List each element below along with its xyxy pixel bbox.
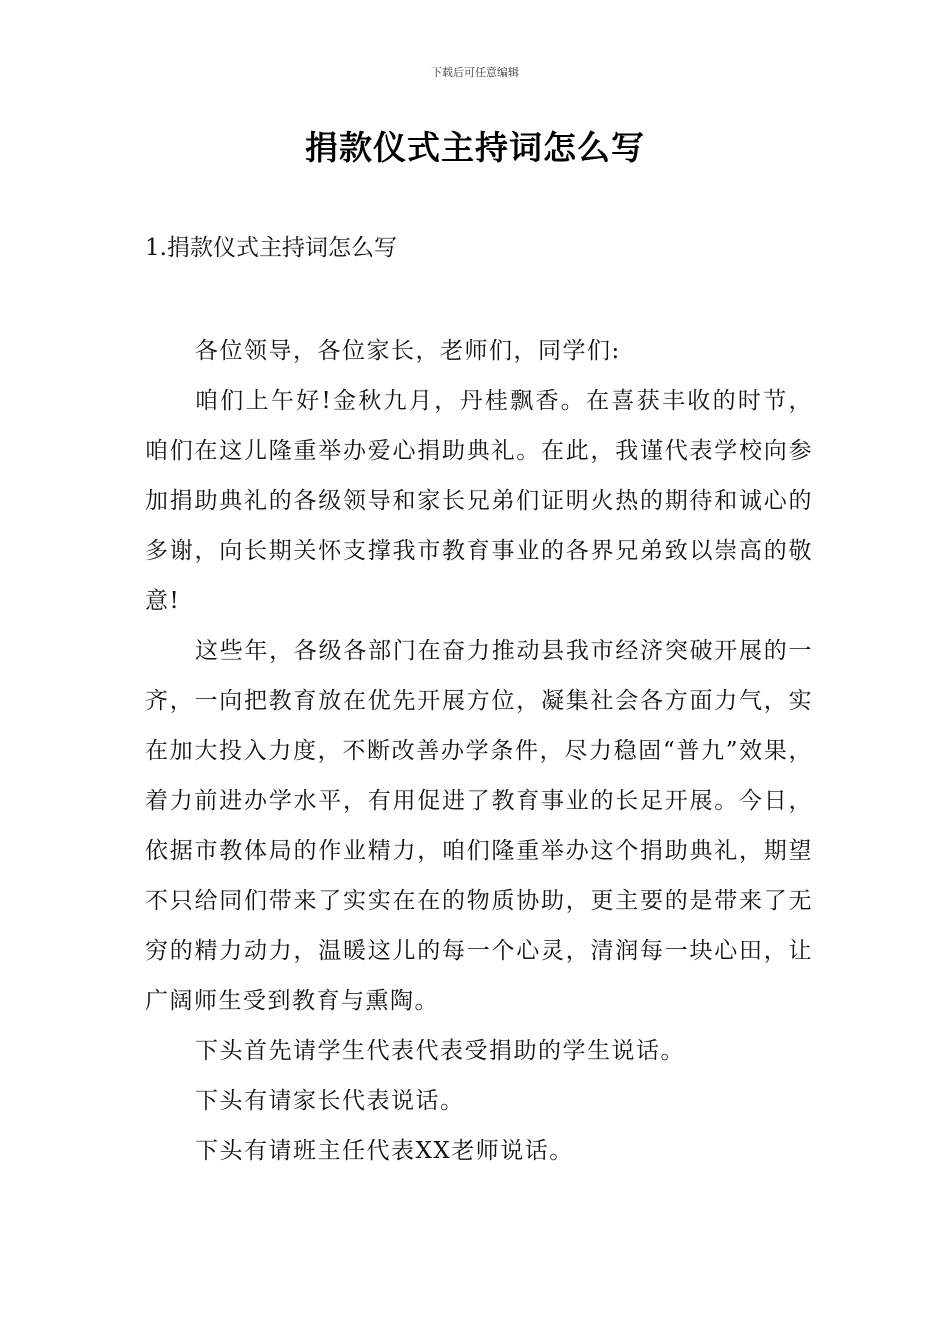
document-body — [145, 326, 813, 1176]
paragraph-greeting: 各位领导，各位家长，老师们，同学们: — [195, 338, 621, 364]
paragraph-student-speech: 下头首先请学生代表代表受捐助的学生说话。 — [195, 1038, 685, 1064]
paragraph-background: 这些年，各级各部门在奋力推动县我市经济突破开展的一齐，一向把教育放在优先开展方位，凝集社会各方面力气，实在加大投入力度，不断改善办学条件，尽力稳固“普九”效果，着力前进办学水平，有用促进了教育事业的长足开展。今日，依据市教体局的作业精力，咱们隆重举办这个捐助典礼，期望不只给同们带来了实实在在的物质协助，更主要的是带来了无穷的精力动力，温暖这儿的每一个心灵，清润每一块心田，让广阔师生受到教育与熏陶。 — [145, 638, 813, 1014]
paragraph-welcome: 咱们上午好!金秋九月，丹桂飘香。在喜获丰收的时节，咱们在这儿隆重举办爱心捐助典礼。在此，我谨代表学校向参加捐助典礼的各级领导和家长兄弟们证明火热的期待和诚心的多谢，向长期关怀支撑我市教育事业的各界兄弟致以崇高的敬意! — [145, 388, 813, 614]
page-header-note: 下载后可任意编辑 — [431, 66, 519, 79]
section-heading: 1.捐款仪式主持词怎么写 — [145, 235, 397, 261]
document-title: 捐款仪式主持词怎么写 — [305, 128, 645, 167]
paragraph-parent-speech: 下头有请家长代表说话。 — [195, 1088, 465, 1114]
paragraph-teacher-speech: 下头有请班主任代表XX老师说话。 — [195, 1138, 574, 1164]
